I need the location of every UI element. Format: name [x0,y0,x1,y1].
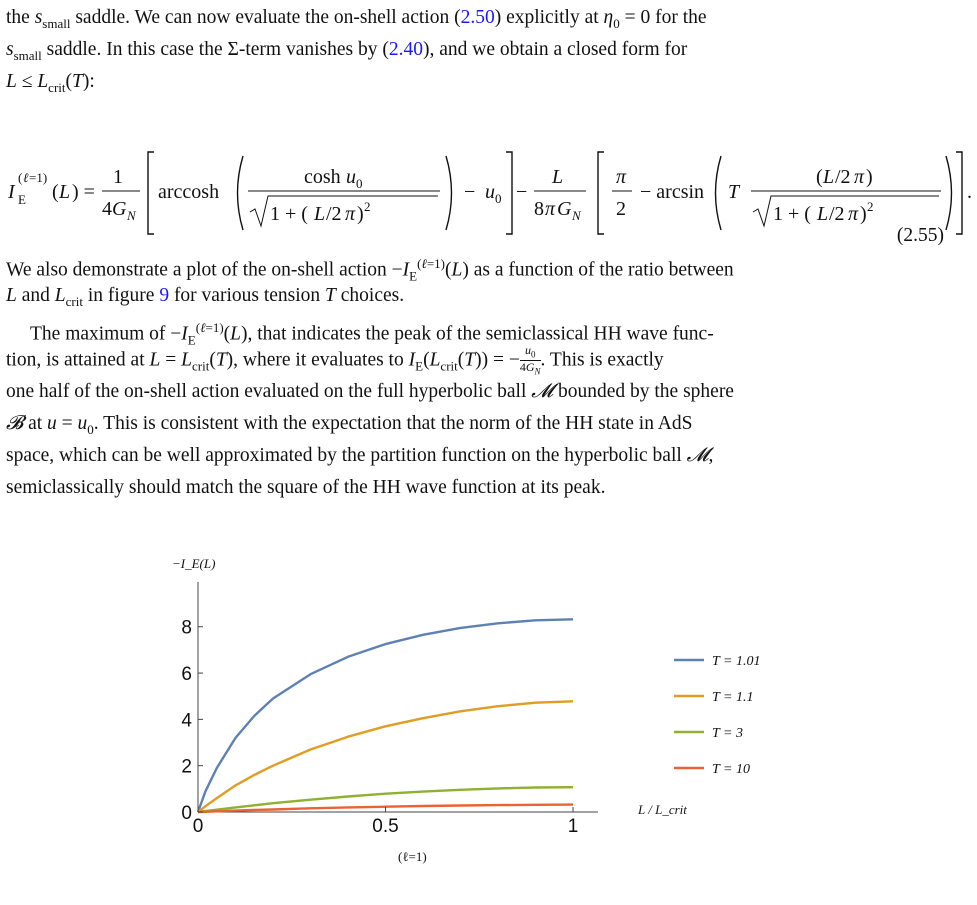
para3-line-1: The maximum of $-I_E^{(\ell=1)}(L)$, that indicates the peak of the semiclassical HH wave func- [30,320,714,348]
svg-text:G: G [112,198,127,220]
svg-text:cosh: cosh [304,166,341,188]
svg-text:N: N [572,208,581,223]
para3-line-2: tion, is attained at $L = L_{crit}(T)$, where it evaluates to $I_E(L_{crit}(T))$ = − $u_0$ $4G_N$ . This is exactly [6,343,664,377]
svg-text:−: − [516,181,528,203]
para2-line-2: L and $L_{crit}$ in figure 9 for various tension T choices. [6,285,405,309]
svg-text:) =: ) = [72,181,95,203]
ref-figure-9[interactable]: 9 [159,285,170,306]
para3-line-6: semiclassically should match the square of the HH wave function at its peak. [6,477,606,498]
legend-label: T = 10 [712,762,750,777]
paragraph-3 [6,312,950,504]
svg-text:ℓ: ℓ [23,170,29,185]
svg-text:E: E [18,192,26,207]
chart-series [198,619,573,812]
legend-label: T = 3 [712,726,743,741]
y-tick-label: 0 [181,803,192,824]
caption-superscript: (ℓ=1) [398,849,427,864]
para2-line-1: We also demonstrate a plot of the on-shell action $-I_E^{(\ell=1)}(L)$ as a function of the ratio between [6,256,734,284]
figure-9 [0,540,977,840]
svg-text:=1): =1) [29,170,48,185]
svg-text:arccosh: arccosh [158,181,220,203]
svg-text:): ) [866,166,873,188]
svg-text:−: − [464,181,476,203]
svg-text:(: ( [52,181,59,203]
svg-text:u: u [485,181,495,203]
svg-text:0: 0 [495,191,502,206]
svg-text:.: . [967,181,972,203]
x-tick-label: 0 [192,816,204,837]
y-tick-label: 2 [181,756,192,778]
svg-text:): ) [357,203,364,225]
svg-text:T: T [728,181,740,203]
svg-text:− arcsin: − arcsin [640,181,705,203]
x-axis-label: L / L_crit [638,802,687,817]
svg-text:1: 1 [113,166,123,188]
svg-text:2: 2 [867,199,874,214]
equation-number: (2.55) [896,225,944,246]
svg-text:/2: /2 [829,203,845,225]
svg-text:0: 0 [356,176,363,191]
svg-text:L: L [817,203,829,225]
svg-text:π: π [616,166,627,188]
svg-text:/2: /2 [326,203,342,225]
svg-text:π: π [854,166,865,188]
y-tick-label: 4 [181,710,192,732]
equation-formula [6,138,972,246]
para3-line-3: one half of the on-shell action evaluated on the full hyperbolic ball 𝓜 bounded by the sphere [6,381,734,402]
svg-text:I: I [8,181,15,203]
y-tick-label: 8 [181,617,192,639]
chart-legend [674,654,760,777]
para1-line-1: the $s_{small}$ saddle. We can now evaluate the on-shell action (2.50) explicitly at $\eta_0 = 0$ for the [6,7,707,31]
x-tick-label: 1 [567,816,579,837]
svg-text:N: N [127,208,136,223]
ref-eq-2-50[interactable]: 2.50 [460,7,495,28]
series-line-0 [198,619,573,812]
svg-text:u: u [346,166,356,188]
svg-text:4: 4 [102,198,112,220]
svg-text:π: π [545,198,556,220]
y-axis-label: −I_E(L) [172,556,216,571]
legend-label: T = 1.01 [712,654,761,669]
svg-text:/2: /2 [835,166,851,188]
paragraph-1 [6,2,950,98]
chart-axes [198,582,598,812]
svg-text:L: L [823,166,835,188]
para1-line-3: $L \le L_{crit}(T)$: [6,71,95,95]
on-shell-action-chart [0,540,977,840]
svg-text:L: L [314,203,326,225]
svg-text:L: L [552,166,564,188]
svg-text:2: 2 [364,199,371,214]
svg-text:(: ( [816,166,823,188]
svg-text:π: π [345,203,356,225]
svg-text:2: 2 [616,198,626,220]
svg-text:8: 8 [534,198,544,220]
para3-line-5: space, which can be well approximated by the partition function on the hyperbolic ball 𝓜, [6,445,714,466]
paragraph-2 [6,248,950,312]
svg-text:1 + (: 1 + ( [270,203,308,225]
legend-label: T = 1.1 [712,690,754,705]
equation-2-55 [6,138,972,246]
svg-text:L: L [59,181,71,203]
figure-caption [6,845,427,867]
ref-eq-2-40[interactable]: 2.40 [388,39,423,60]
svg-text:π: π [848,203,859,225]
para3-line-4: 𝓑 at $u = u_0$. This is consistent with the expectation that the norm of the HH state in AdS [6,413,693,437]
svg-text:(: ( [18,170,23,185]
y-tick-label: 6 [181,664,192,686]
series-line-1 [198,701,573,812]
svg-text:G: G [557,198,572,220]
svg-text:): ) [860,203,867,225]
para1-line-2: $s_{small}$ saddle. In this case the Σ-term vanishes by (2.40), and we obtain a closed form for [6,39,688,63]
x-tick-label: 0.5 [372,816,399,837]
svg-text:1 + (: 1 + ( [773,203,811,225]
